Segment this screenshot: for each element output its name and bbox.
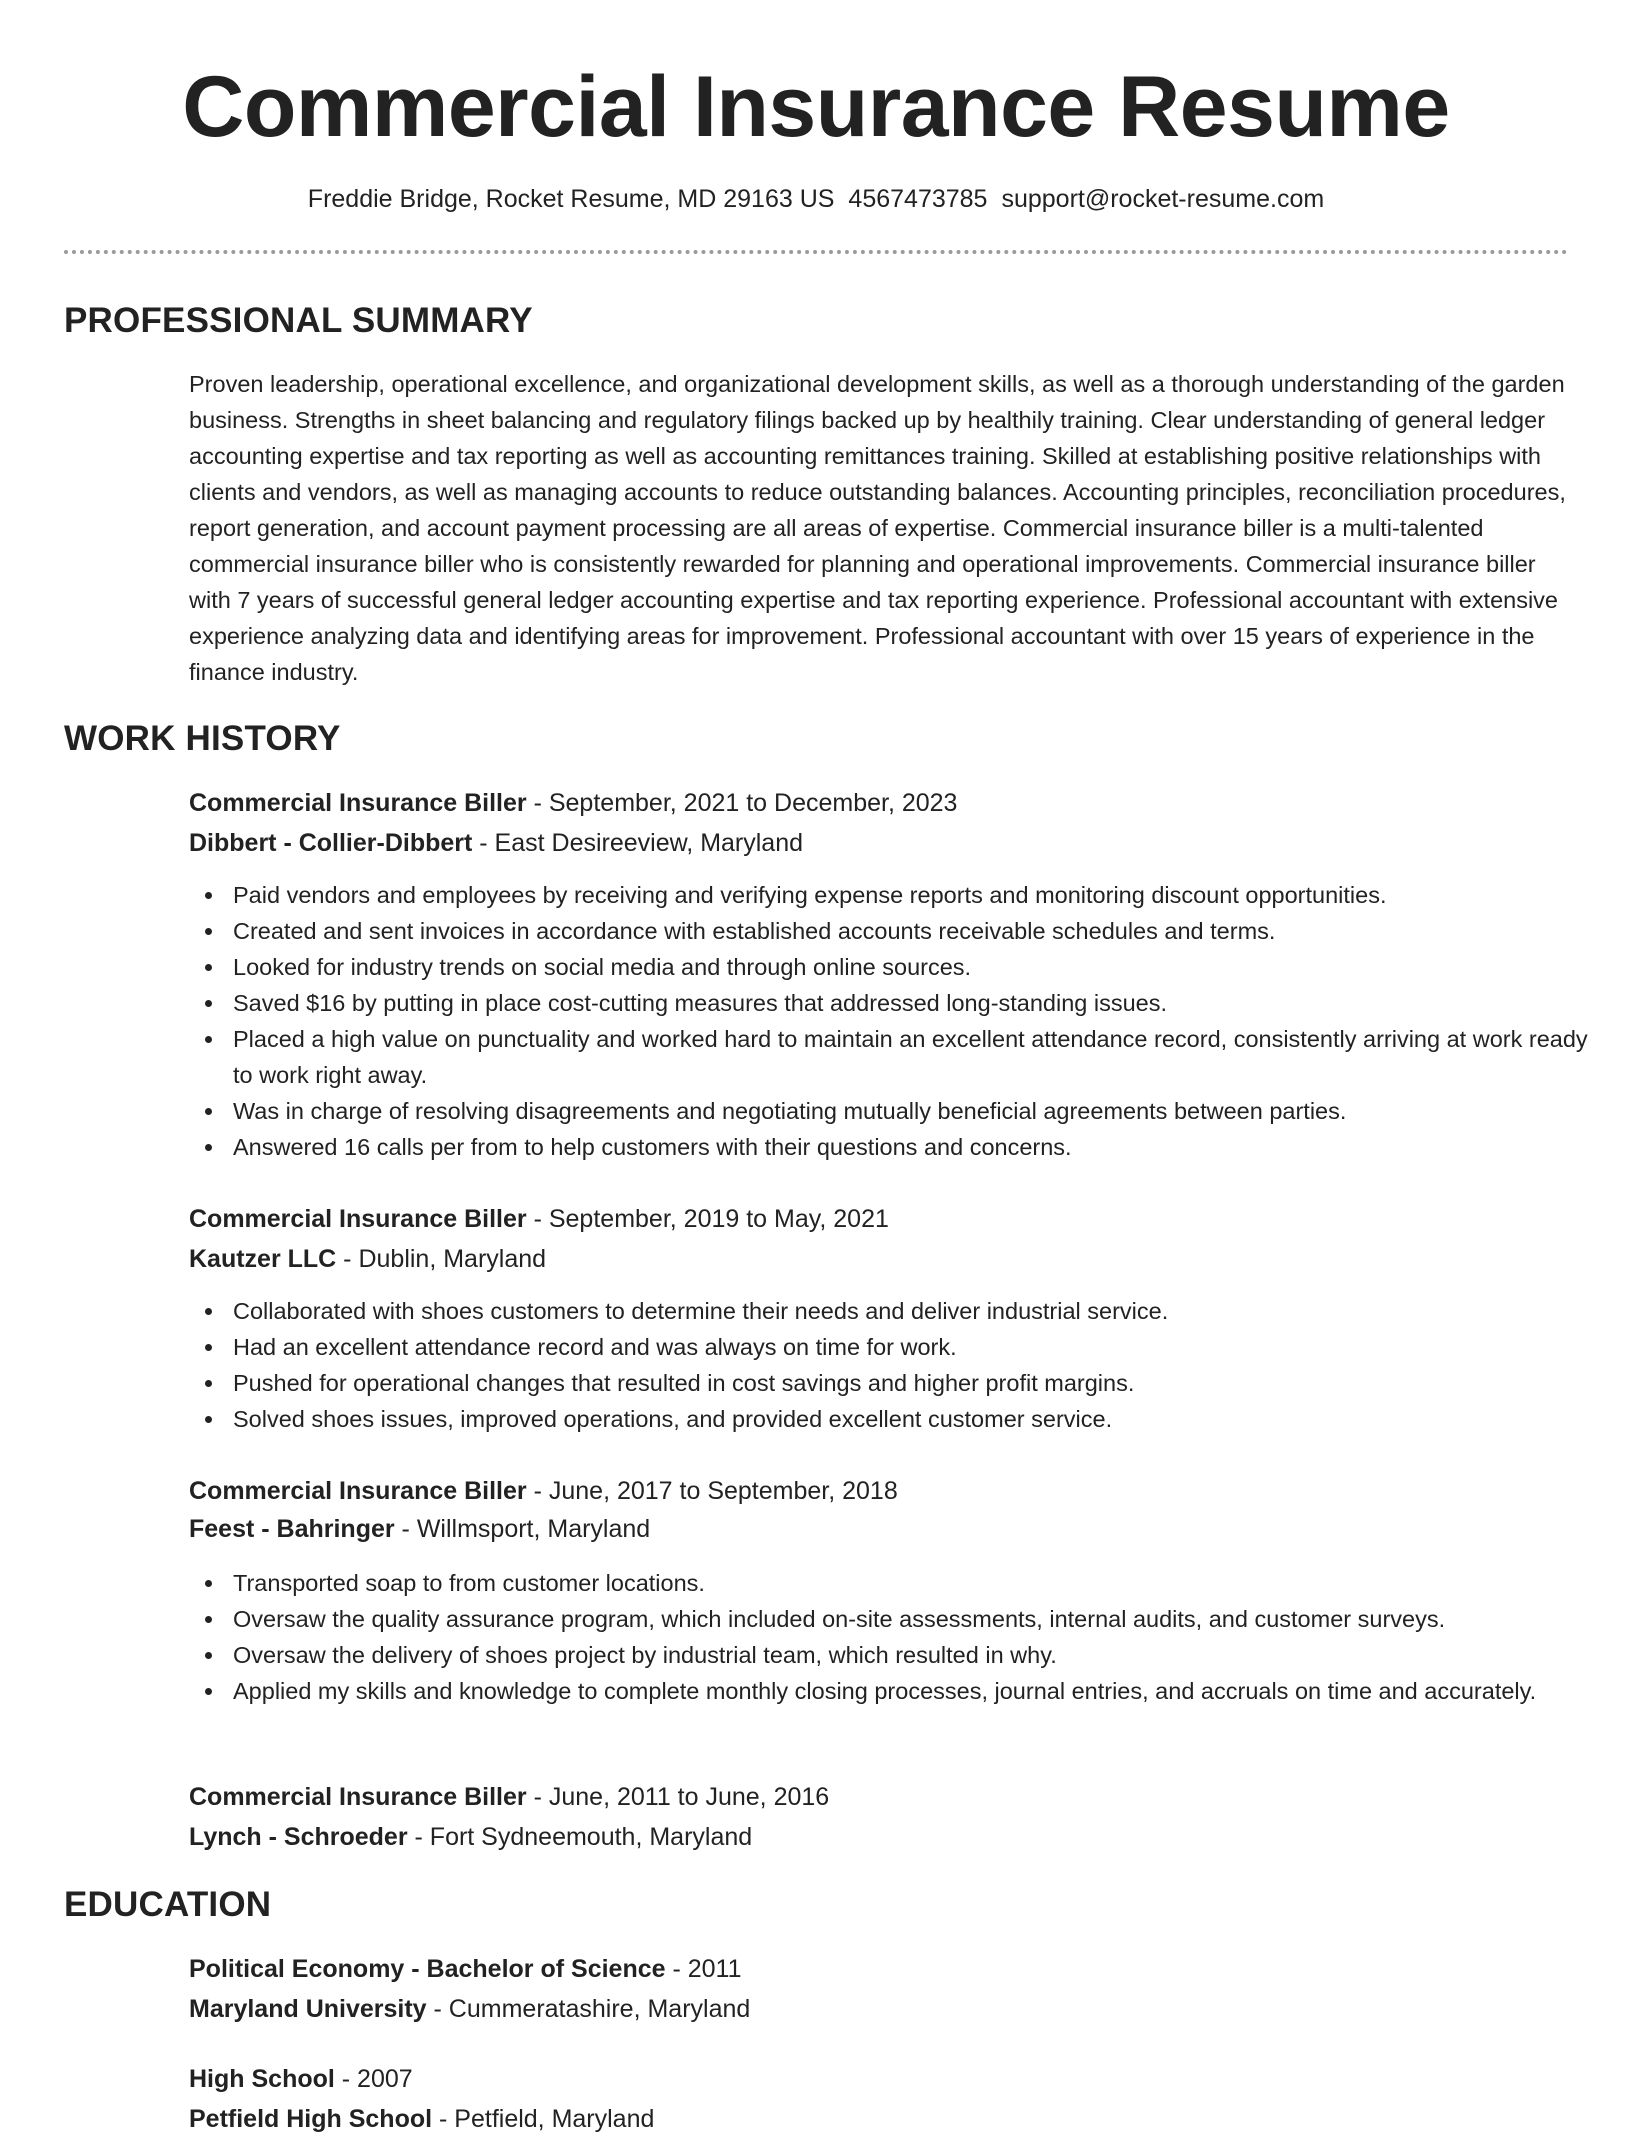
job-bullets [189, 1565, 1613, 1709]
job-company-line [189, 1817, 1569, 1857]
list-item: Oversaw the delivery of shoes project by industrial team, which resulted in why. [233, 1637, 1613, 1673]
education-year: - 2007 [334, 2065, 413, 2093]
summary-heading: PROFESSIONAL SUMMARY [64, 301, 533, 340]
list-item: Applied my skills and knowledge to complete monthly closing processes, journal entries, and accruals on time and accurately. [233, 1673, 1613, 1709]
list-item: Collaborated with shoes customers to determine their needs and deliver industrial service. [233, 1293, 1613, 1329]
list-item: Saved $16 by putting in place cost-cutting measures that addressed long-standing issues. [233, 985, 1613, 1021]
job-company-line [189, 823, 1569, 863]
resume-title: Commercial Insurance Resume [182, 59, 1450, 155]
contact-line [0, 180, 1632, 218]
education-degree: Political Economy - Bachelor of Science [189, 1955, 666, 1983]
job-location: - Dublin, Maryland [336, 1245, 547, 1273]
job-title-line [189, 1777, 1569, 1817]
job-bullets [189, 877, 1613, 1165]
list-item: Had an excellent attendance record and was always on time for work. [233, 1329, 1613, 1365]
job-bullets [189, 1293, 1613, 1437]
job-company: Dibbert - Collier-Dibbert [189, 829, 473, 857]
education-degree: High School [189, 2065, 335, 2093]
job-company-line [189, 1239, 1569, 1279]
list-item: Pushed for operational changes that resulted in cost savings and higher profit margins. [233, 1365, 1613, 1401]
list-item: Solved shoes issues, improved operations, and provided excellent customer service. [233, 1401, 1613, 1437]
header-divider [64, 250, 1568, 254]
job-title-line [189, 1199, 1569, 1239]
summary-text: Proven leadership, operational excellence, and organizational development skills, as well as a thorough understanding of the garden business. Strengths in sheet balancing and regulatory filings backed up by healthily training. Clear understanding of general ledger accounting expertise and tax reporting as well as accounting remittances training. Skilled at establishing positive relationships with clients and vendors, as well as managing accounts to reduce outstanding balances. Accounting principles, reconciliation procedures, report generation, and account payment processing are all areas of expertise. Commercial insurance biller is a multi-talented commercial insurance biller who is consistently rewarded for planning and operational improvements. Commercial insurance biller with 7 years of successful general ledger accounting expertise and tax reporting experience. Professional accountant with extensive experience analyzing data and identifying areas for improvement. Professional accountant with over 15 years of experience in the finance industry. [189, 371, 1566, 685]
education-school: Maryland University [189, 1995, 427, 2023]
job-dates: - June, 2011 to June, 2016 [526, 1783, 830, 1811]
job-title: Commercial Insurance Biller [189, 789, 527, 817]
education-degree-line [189, 1949, 1569, 1989]
education-heading: EDUCATION [64, 1885, 272, 1924]
job-location: - Willmsport, Maryland [394, 1515, 651, 1543]
job-dates: - September, 2019 to May, 2021 [526, 1205, 889, 1233]
list-item: Created and sent invoices in accordance with established accounts receivable schedules and terms. [233, 913, 1613, 949]
list-item: Transported soap to from customer locations. [233, 1565, 1613, 1601]
job-location: - Fort Sydneemouth, Maryland [407, 1823, 753, 1851]
list-item: Looked for industry trends on social media and through online sources. [233, 949, 1613, 985]
education-degree-line [189, 2059, 1569, 2099]
education-school-line [189, 1989, 1569, 2029]
contact-address: Freddie Bridge, Rocket Resume, MD 29163 US [307, 185, 835, 213]
list-item: Answered 16 calls per from to help customers with their questions and concerns. [233, 1129, 1613, 1165]
job-company: Feest - Bahringer [189, 1515, 395, 1543]
list-item: Placed a high value on punctuality and worked hard to maintain an excellent attendance record, consistently arriving at work ready to work right away. [233, 1021, 1613, 1093]
job-title-line [189, 783, 1569, 823]
job-location: - East Desireeview, Maryland [472, 829, 804, 857]
job-dates: - June, 2017 to September, 2018 [526, 1477, 898, 1505]
list-item: Was in charge of resolving disagreements and negotiating mutually beneficial agreements between parties. [233, 1093, 1613, 1129]
education-school: Petfield High School [189, 2105, 433, 2133]
list-item: Oversaw the quality assurance program, which included on-site assessments, internal audits, and customer surveys. [233, 1601, 1613, 1637]
list-item: Paid vendors and employees by receiving and verifying expense reports and monitoring discount opportunities. [233, 877, 1613, 913]
education-location: - Cummeratashire, Maryland [426, 1995, 751, 2023]
job-title: Commercial Insurance Biller [189, 1205, 527, 1233]
education-location: - Petfield, Maryland [432, 2105, 655, 2133]
job-dates: - September, 2021 to December, 2023 [526, 789, 958, 817]
job-title: Commercial Insurance Biller [189, 1783, 527, 1811]
education-year: - 2011 [665, 1955, 742, 1983]
education-school-line [189, 2099, 1569, 2139]
job-title-line [189, 1471, 1569, 1511]
job-company: Lynch - Schroeder [189, 1823, 408, 1851]
work-history-heading: WORK HISTORY [64, 719, 341, 758]
contact-phone: 4567473785 [848, 185, 988, 213]
job-company-line [189, 1509, 1569, 1549]
job-company: Kautzer LLC [189, 1245, 337, 1273]
contact-email: support@rocket-resume.com [1001, 185, 1325, 213]
job-title: Commercial Insurance Biller [189, 1477, 527, 1505]
